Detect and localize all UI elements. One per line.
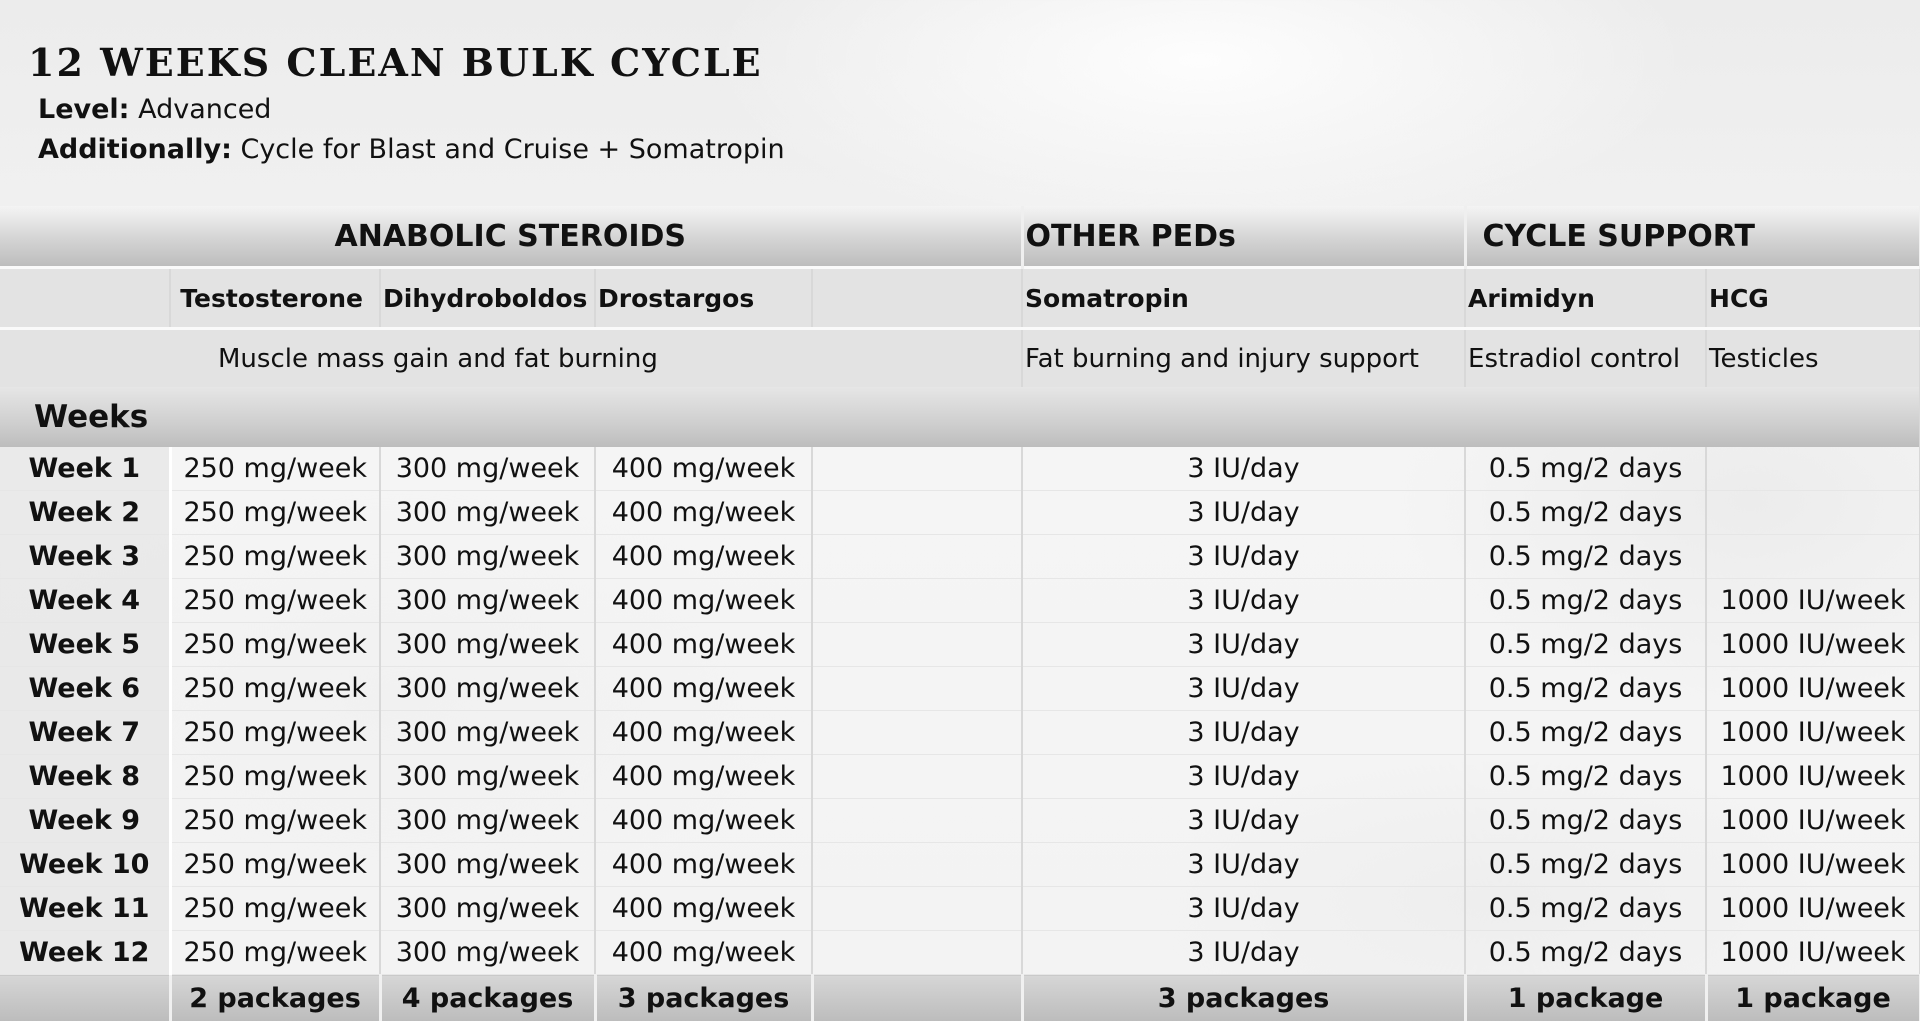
drostargos-total: 3 packages	[595, 975, 812, 1021]
somatropin-dose: 3 IU/day	[1022, 579, 1465, 623]
dihydroboldos-dose: 300 mg/week	[380, 799, 595, 843]
dihydroboldos-dose: 300 mg/week	[380, 887, 595, 931]
totals-empty-cell	[812, 975, 1022, 1021]
dihydroboldos-dose: 300 mg/week	[380, 755, 595, 799]
somatropin-total: 3 packages	[1022, 975, 1465, 1021]
hcg-dose	[1706, 535, 1920, 579]
testosterone-dose: 250 mg/week	[170, 491, 380, 535]
arimidyn-dose: 0.5 mg/2 days	[1465, 535, 1706, 579]
empty-cell	[812, 755, 1022, 799]
somatropin-dose: 3 IU/day	[1022, 755, 1465, 799]
testosterone-dose: 250 mg/week	[170, 711, 380, 755]
hcg-dose	[1706, 447, 1920, 491]
empty-cell	[812, 799, 1022, 843]
table-row	[0, 667, 1920, 711]
drostargos-dose: 400 mg/week	[595, 931, 812, 975]
somatropin-dose: 3 IU/day	[1022, 843, 1465, 887]
table-row	[0, 711, 1920, 755]
dihydroboldos-dose: 300 mg/week	[380, 711, 595, 755]
table-row	[0, 535, 1920, 579]
week-label: Week 8	[0, 755, 170, 799]
arimidyn-dose: 0.5 mg/2 days	[1465, 755, 1706, 799]
hcg-dose: 1000 IU/week	[1706, 623, 1920, 667]
testosterone-dose: 250 mg/week	[170, 931, 380, 975]
table-row	[0, 843, 1920, 887]
hcg-dose: 1000 IU/week	[1706, 799, 1920, 843]
level-value: Advanced	[138, 94, 271, 125]
cycle-table	[0, 206, 1920, 1021]
hcg-dose: 1000 IU/week	[1706, 931, 1920, 975]
hcg-dose: 1000 IU/week	[1706, 667, 1920, 711]
drug-somatropin: Somatropin	[1022, 268, 1465, 329]
testosterone-dose: 250 mg/week	[170, 623, 380, 667]
table-row	[0, 447, 1920, 491]
arimidyn-dose: 0.5 mg/2 days	[1465, 447, 1706, 491]
somatropin-dose: 3 IU/day	[1022, 623, 1465, 667]
dihydroboldos-dose: 300 mg/week	[380, 623, 595, 667]
table-row	[0, 623, 1920, 667]
hcg-dose: 1000 IU/week	[1706, 887, 1920, 931]
empty-cell	[812, 711, 1022, 755]
arimidyn-dose: 0.5 mg/2 days	[1465, 667, 1706, 711]
somatropin-dose: 3 IU/day	[1022, 931, 1465, 975]
drostargos-dose: 400 mg/week	[595, 887, 812, 931]
week-label: Week 12	[0, 931, 170, 975]
testosterone-dose: 250 mg/week	[170, 887, 380, 931]
hcg-dose: 1000 IU/week	[1706, 711, 1920, 755]
somatropin-dose: 3 IU/day	[1022, 799, 1465, 843]
drostargos-dose: 400 mg/week	[595, 711, 812, 755]
testosterone-dose: 250 mg/week	[170, 667, 380, 711]
drostargos-dose: 400 mg/week	[595, 623, 812, 667]
table-row	[0, 931, 1920, 975]
dihydroboldos-dose: 300 mg/week	[380, 447, 595, 491]
totals-row	[0, 975, 1920, 1021]
level-label: Level:	[38, 94, 129, 125]
drug-drostargos: Drostargos	[595, 268, 812, 329]
hcg-total: 1 package	[1706, 975, 1920, 1021]
additionally-label: Additionally:	[38, 134, 232, 165]
somatropin-dose: 3 IU/day	[1022, 447, 1465, 491]
purpose-anabolic: Muscle mass gain and fat burning	[0, 329, 1022, 388]
dihydroboldos-dose: 300 mg/week	[380, 667, 595, 711]
drostargos-dose: 400 mg/week	[595, 535, 812, 579]
arimidyn-dose: 0.5 mg/2 days	[1465, 491, 1706, 535]
week-label: Week 9	[0, 799, 170, 843]
empty-cell	[812, 887, 1022, 931]
drostargos-dose: 400 mg/week	[595, 843, 812, 887]
empty-cell	[812, 447, 1022, 491]
drug-arimidyn: Arimidyn	[1465, 268, 1706, 329]
document-header	[28, 40, 785, 165]
group-other-peds: OTHER PEDs	[1022, 206, 1465, 268]
additionally-value: Cycle for Blast and Cruise + Somatropin	[240, 134, 784, 165]
empty-cell	[812, 667, 1022, 711]
dihydroboldos-dose: 300 mg/week	[380, 535, 595, 579]
page-title: 12 WEEKS CLEAN BULK CYCLE	[28, 40, 785, 85]
arimidyn-dose: 0.5 mg/2 days	[1465, 623, 1706, 667]
empty-cell	[812, 491, 1022, 535]
somatropin-dose: 3 IU/day	[1022, 667, 1465, 711]
dihydroboldos-dose: 300 mg/week	[380, 843, 595, 887]
table-row	[0, 491, 1920, 535]
drug-hcg: HCG	[1706, 268, 1920, 329]
empty-cell	[812, 931, 1022, 975]
drostargos-dose: 400 mg/week	[595, 799, 812, 843]
testosterone-dose: 250 mg/week	[170, 843, 380, 887]
drug-testosterone: Testosterone	[170, 268, 380, 329]
drug-blank-cell	[0, 268, 170, 329]
group-header-row	[0, 206, 1920, 268]
table-row	[0, 887, 1920, 931]
arimidyn-total: 1 package	[1465, 975, 1706, 1021]
week-label: Week 6	[0, 667, 170, 711]
drostargos-dose: 400 mg/week	[595, 579, 812, 623]
dihydroboldos-dose: 300 mg/week	[380, 931, 595, 975]
arimidyn-dose: 0.5 mg/2 days	[1465, 843, 1706, 887]
table-row	[0, 579, 1920, 623]
testosterone-dose: 250 mg/week	[170, 755, 380, 799]
drostargos-dose: 400 mg/week	[595, 491, 812, 535]
weeks-header-row	[0, 387, 1920, 447]
weeks-header: Weeks	[0, 387, 1920, 447]
week-label: Week 1	[0, 447, 170, 491]
drostargos-dose: 400 mg/week	[595, 447, 812, 491]
dihydroboldos-dose: 300 mg/week	[380, 579, 595, 623]
drostargos-dose: 400 mg/week	[595, 755, 812, 799]
week-label: Week 10	[0, 843, 170, 887]
arimidyn-dose: 0.5 mg/2 days	[1465, 887, 1706, 931]
somatropin-dose: 3 IU/day	[1022, 887, 1465, 931]
dihydroboldos-dose: 300 mg/week	[380, 491, 595, 535]
totals-blank-cell	[0, 975, 170, 1021]
week-label: Week 3	[0, 535, 170, 579]
testosterone-dose: 250 mg/week	[170, 535, 380, 579]
arimidyn-dose: 0.5 mg/2 days	[1465, 799, 1706, 843]
week-label: Week 7	[0, 711, 170, 755]
purpose-hcg: Testicles	[1706, 329, 1920, 388]
empty-cell	[812, 535, 1022, 579]
dihydroboldos-total: 4 packages	[380, 975, 595, 1021]
week-label: Week 11	[0, 887, 170, 931]
arimidyn-dose: 0.5 mg/2 days	[1465, 579, 1706, 623]
testosterone-dose: 250 mg/week	[170, 799, 380, 843]
purpose-arimidyn: Estradiol control	[1465, 329, 1706, 388]
hcg-dose: 1000 IU/week	[1706, 755, 1920, 799]
level-line	[38, 95, 785, 125]
empty-cell	[812, 623, 1022, 667]
arimidyn-dose: 0.5 mg/2 days	[1465, 711, 1706, 755]
somatropin-dose: 3 IU/day	[1022, 535, 1465, 579]
somatropin-dose: 3 IU/day	[1022, 491, 1465, 535]
testosterone-dose: 250 mg/week	[170, 579, 380, 623]
week-label: Week 5	[0, 623, 170, 667]
drug-dihydroboldos: Dihydroboldos	[380, 268, 595, 329]
group-cycle-support: CYCLE SUPPORT	[1465, 206, 1920, 268]
week-label: Week 2	[0, 491, 170, 535]
testosterone-total: 2 packages	[170, 975, 380, 1021]
purpose-row	[0, 329, 1920, 388]
group-anabolic-steroids: ANABOLIC STEROIDS	[0, 206, 1022, 268]
additionally-line	[38, 135, 785, 165]
drostargos-dose: 400 mg/week	[595, 667, 812, 711]
somatropin-dose: 3 IU/day	[1022, 711, 1465, 755]
hcg-dose: 1000 IU/week	[1706, 843, 1920, 887]
hcg-dose	[1706, 491, 1920, 535]
table-row	[0, 799, 1920, 843]
testosterone-dose: 250 mg/week	[170, 447, 380, 491]
arimidyn-dose: 0.5 mg/2 days	[1465, 931, 1706, 975]
week-label: Week 4	[0, 579, 170, 623]
hcg-dose: 1000 IU/week	[1706, 579, 1920, 623]
drug-empty-cell	[812, 268, 1022, 329]
empty-cell	[812, 579, 1022, 623]
purpose-other: Fat burning and injury support	[1022, 329, 1465, 388]
empty-cell	[812, 843, 1022, 887]
table-row	[0, 755, 1920, 799]
drug-names-row	[0, 268, 1920, 329]
